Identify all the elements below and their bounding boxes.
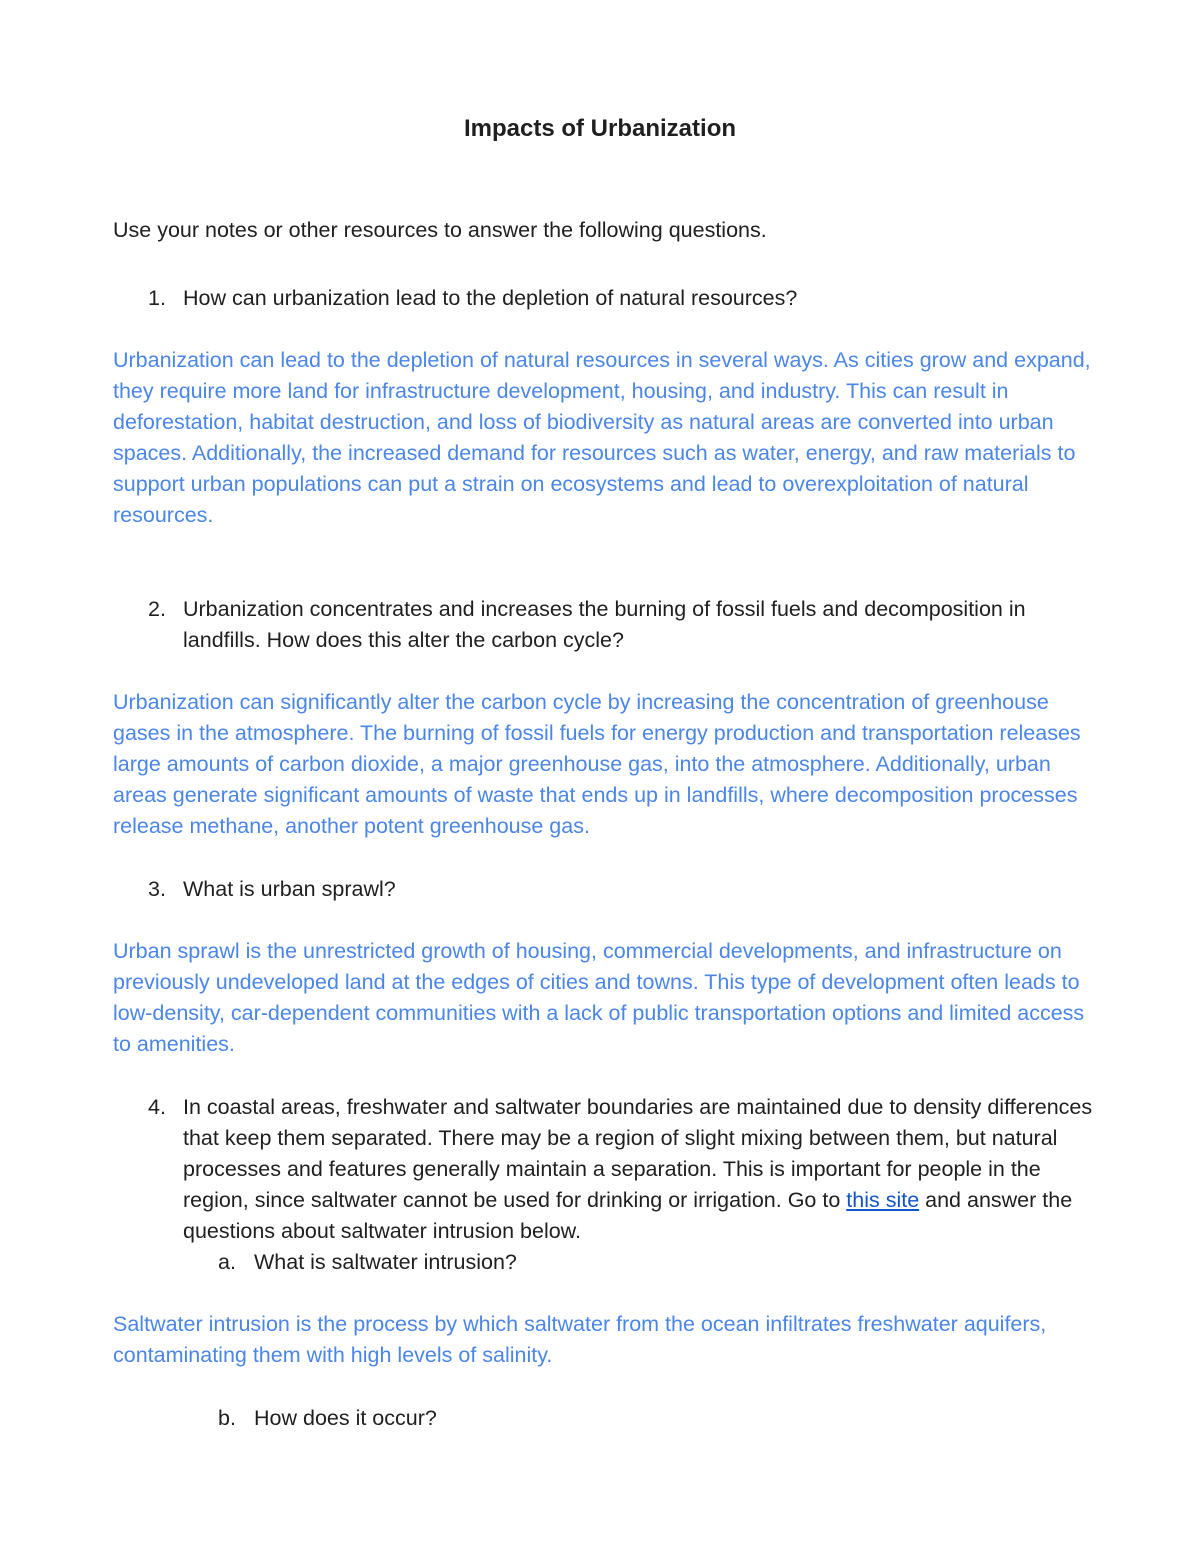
question-text-part: and answer the questions about saltwater intrusion below. [183,1188,1073,1243]
question-number: 1. [148,286,166,310]
answer-4a: Saltwater intrusion is the process by which saltwater from the ocean infiltrates freshwater aquifers, contaminating them with high levels of salinity. [113,1312,1047,1367]
question-text: What is urban sprawl? [183,877,396,901]
question-text [183,1092,1103,1247]
intro-text: Use your notes or other resources to answer the following questions. [113,218,767,242]
question-text: How can urbanization lead to the depletion of natural resources? [183,286,798,310]
this-site-link[interactable]: this site [846,1188,920,1212]
subquestion-text: How does it occur? [254,1406,437,1430]
question-text: Urbanization concentrates and increases the burning of fossil fuels and decomposition in landfills. How does this alter the carbon cycle? [183,597,1026,652]
subquestion-letter: a. [218,1250,236,1274]
subquestion-text: What is saltwater intrusion? [254,1250,517,1274]
subquestion-letter: b. [218,1406,236,1430]
answer-3: Urban sprawl is the unrestricted growth of housing, commercial developments, and infrastructure on previously undeveloped land at the edges of cities and towns. This type of development often leads to low-density, car-dependent communities with a lack of public transportation options and limited access to amenities. [113,939,1085,1056]
page-title: Impacts of Urbanization [463,115,737,142]
answer-1: Urbanization can lead to the depletion of natural resources in several ways. As cities grow and expand, they require more land for infrastructure development, housing, and industry. This can result in deforestation, habitat destruction, and loss of biodiversity as natural areas are converted into urban spaces. Additionally, the increased demand for resources such as water, energy, and raw materials to support urban populations can put a strain on ecosystems and lead to overexploitation of natural resources. [113,348,1091,527]
answer-2: Urbanization can significantly alter the carbon cycle by increasing the concentration of greenhouse gases in the atmosphere. The burning of fossil fuels for energy production and transportation releases large amounts of carbon dioxide, a major greenhouse gas, into the atmosphere. Additionally, urban areas generate significant amounts of waste that ends up in landfills, where decomposition processes release methane, another potent greenhouse gas. [113,690,1081,838]
question-number: 4. [148,1095,166,1119]
question-text-part: In coastal areas, freshwater and saltwater boundaries are maintained due to density differences that keep them separated. There may be a region of slight mixing between them, but natural processes and features generally maintain a separation. This is important for people in the region, since saltwater cannot be used for drinking or irrigation. Go to [183,1095,1093,1212]
question-number: 3. [148,877,166,901]
question-number: 2. [148,597,166,621]
